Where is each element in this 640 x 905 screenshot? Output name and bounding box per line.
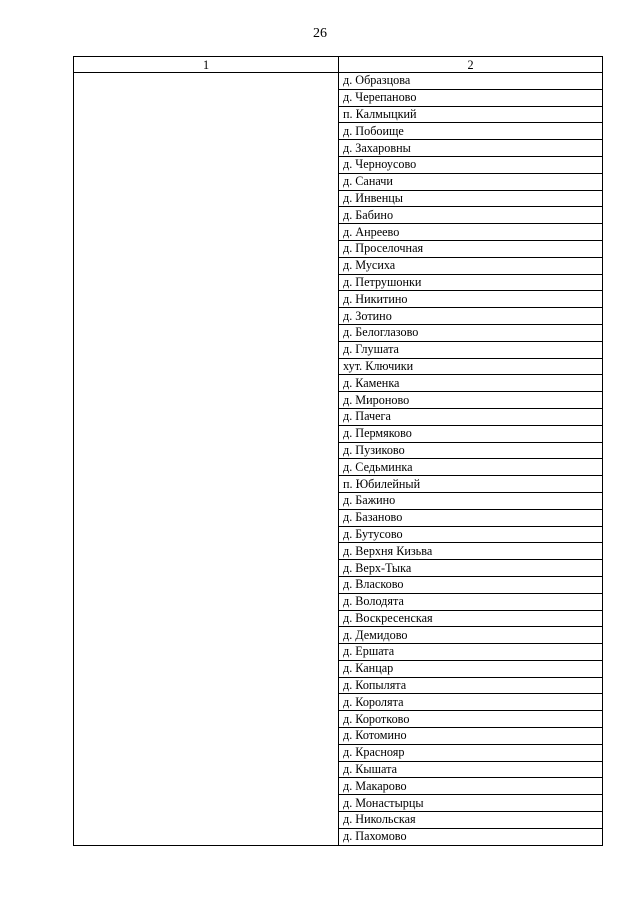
settlement-name-cell: д. Проселочная: [339, 240, 603, 257]
settlement-name-cell: д. Коротково: [339, 711, 603, 728]
settlement-name-cell: д. Пермяково: [339, 425, 603, 442]
settlement-name-cell: д. Котомино: [339, 728, 603, 745]
settlement-name-cell: д. Воскресенская: [339, 610, 603, 627]
settlement-name-cell: д. Пачега: [339, 408, 603, 425]
column-header-1: 1: [74, 57, 339, 73]
settlement-name-cell: п. Калмыцкий: [339, 106, 603, 123]
settlement-name-cell: д. Верх-Тыка: [339, 560, 603, 577]
settlement-name-cell: д. Пузиково: [339, 442, 603, 459]
settlement-name-cell: д. Инвенцы: [339, 190, 603, 207]
settlement-name-cell: д. Верхня Кизьва: [339, 543, 603, 560]
settlement-name-cell: д. Седьминка: [339, 459, 603, 476]
column-1-cell: [74, 73, 339, 846]
table-header-row: [74, 57, 603, 73]
settlement-name-cell: д. Демидово: [339, 627, 603, 644]
settlement-name-cell: д. Саначи: [339, 173, 603, 190]
table-body: [74, 73, 603, 846]
settlement-name-cell: п. Юбилейный: [339, 476, 603, 493]
settlement-name-cell: д. Бутусово: [339, 526, 603, 543]
settlement-name-cell: д. Бажино: [339, 492, 603, 509]
settlement-name-cell: д. Мироново: [339, 392, 603, 409]
settlement-name-cell: д. Монастырцы: [339, 795, 603, 812]
settlement-name-cell: д. Копылята: [339, 677, 603, 694]
settlement-name-cell: д. Никольская: [339, 812, 603, 829]
settlement-name-cell: д. Захаровны: [339, 140, 603, 157]
settlement-name-cell: д. Канцар: [339, 660, 603, 677]
settlement-name-cell: д. Черепаново: [339, 89, 603, 106]
settlement-name-cell: д. Анреево: [339, 224, 603, 241]
settlement-name-cell: д. Бабино: [339, 207, 603, 224]
settlement-name-cell: д. Макарово: [339, 778, 603, 795]
settlements-table: [73, 56, 603, 846]
page-number: 26: [313, 26, 327, 41]
settlement-name-cell: д. Володята: [339, 593, 603, 610]
settlement-name-cell: д. Глушата: [339, 341, 603, 358]
settlement-name-cell: д. Никитино: [339, 291, 603, 308]
settlement-name-cell: д. Побоище: [339, 123, 603, 140]
settlement-name-cell: д. Мусиха: [339, 257, 603, 274]
settlement-name-cell: д. Каменка: [339, 375, 603, 392]
settlement-name-cell: д. Пахомово: [339, 828, 603, 845]
settlement-name-cell: д. Кышата: [339, 761, 603, 778]
settlement-name-cell: д. Базаново: [339, 509, 603, 526]
settlement-name-cell: д. Власково: [339, 576, 603, 593]
column-header-2: 2: [339, 57, 603, 73]
settlement-name-cell: д. Черноусово: [339, 156, 603, 173]
settlement-name-cell: д. Петрушонки: [339, 274, 603, 291]
settlement-name-cell: д. Краснояр: [339, 744, 603, 761]
settlement-name-cell: д. Образцова: [339, 73, 603, 90]
settlement-name-cell: хут. Ключики: [339, 358, 603, 375]
settlement-name-cell: д. Зотино: [339, 308, 603, 325]
table-row: [74, 73, 603, 90]
settlement-name-cell: д. Ершата: [339, 644, 603, 661]
settlement-name-cell: д. Белоглазово: [339, 324, 603, 341]
settlement-name-cell: д. Королята: [339, 694, 603, 711]
